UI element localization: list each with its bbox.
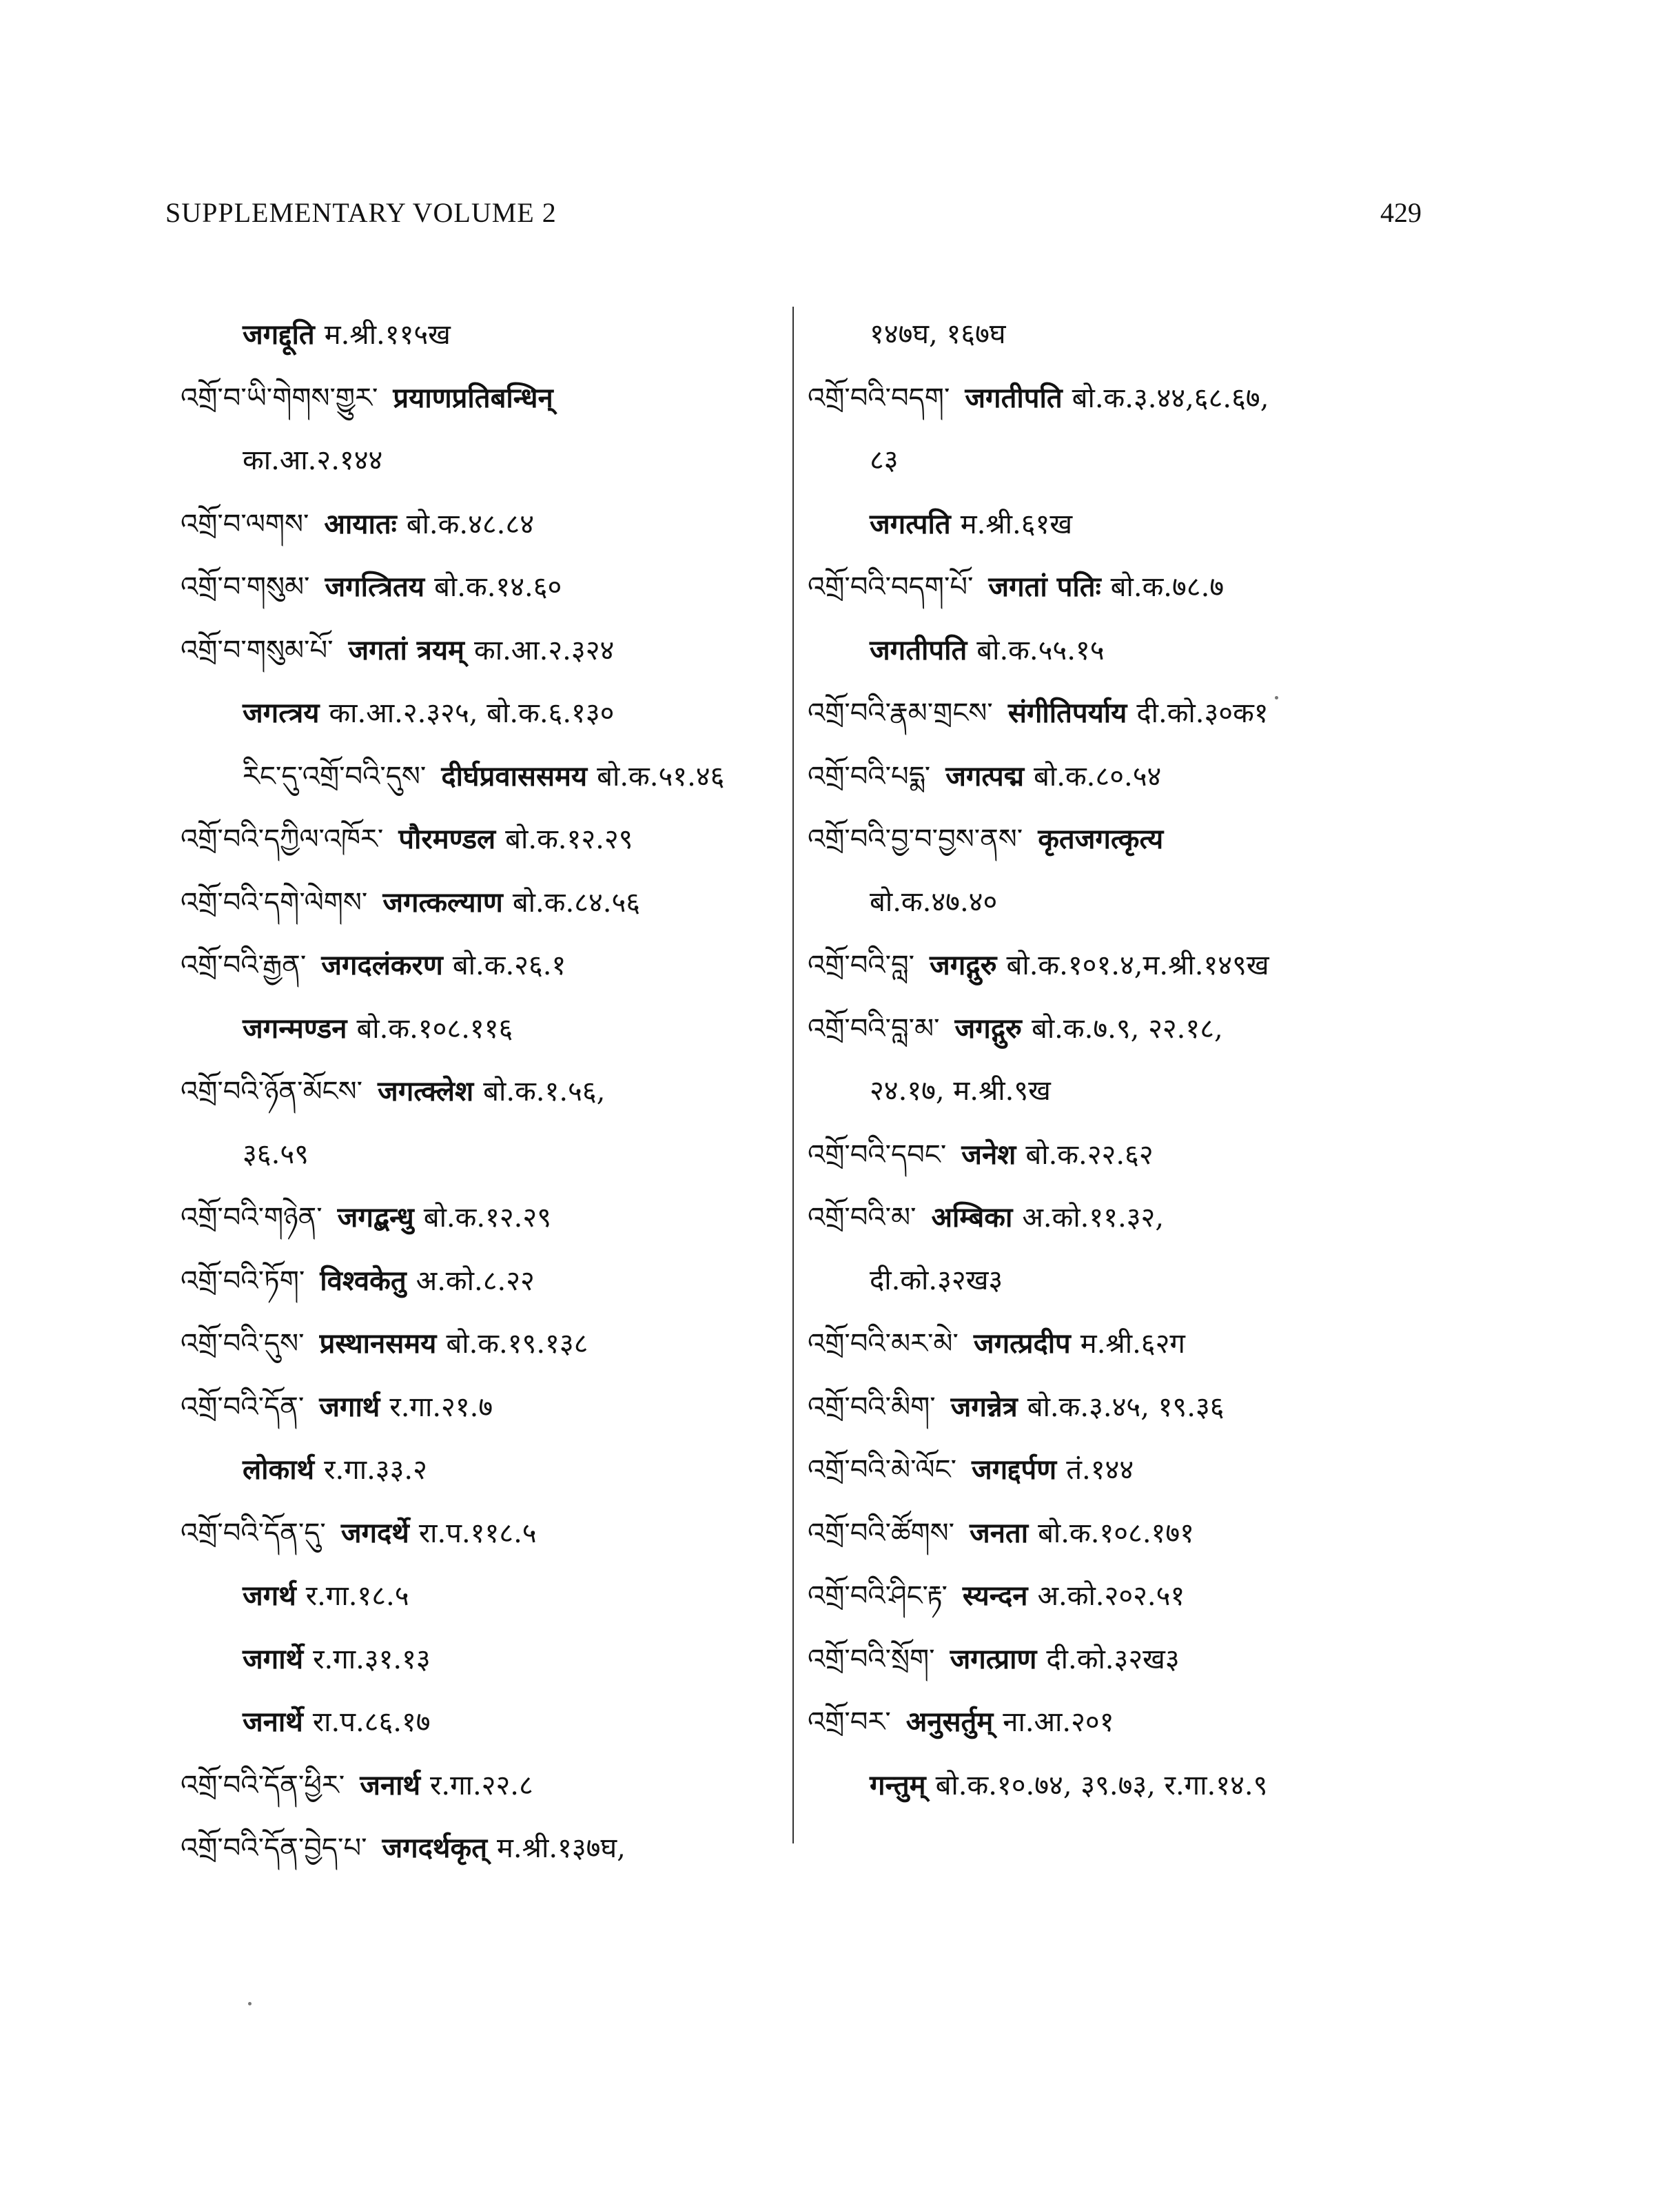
tibetan-headword: འགྲོ་བའི་གཉེན་	[181, 1202, 322, 1234]
sanskrit-equivalent: जनार्थ	[360, 1768, 421, 1801]
source-reference: र.गा.३१.१३	[313, 1643, 431, 1675]
source-reference: ३६.५९	[243, 1138, 309, 1170]
source-reference: बो.क.१०१.४,म.श्री.१४९ख	[1006, 950, 1269, 981]
source-reference: बो.क.५५.१५	[976, 634, 1105, 666]
dictionary-entry-line	[181, 1690, 801, 1754]
sanskrit-equivalent: जगद्गुरु	[930, 949, 997, 981]
source-reference: बो.क.३.४४,६८.६७,	[1072, 382, 1269, 414]
sanskrit-equivalent: जगार्थे	[243, 1642, 304, 1675]
sanskrit-equivalent: अम्बिका	[931, 1201, 1013, 1234]
sanskrit-equivalent: आयातः	[324, 507, 397, 540]
tibetan-headword: འགྲོ་བའི་མིག་	[808, 1391, 936, 1423]
source-reference: म.श्री.६१ख	[960, 508, 1073, 540]
source-reference: दी.को.३०क१	[1136, 697, 1269, 729]
dictionary-entry-line	[808, 1690, 1428, 1754]
dictionary-entry-line	[808, 871, 1428, 934]
dictionary-entry-line	[808, 1186, 1428, 1249]
sanskrit-equivalent: जनार्थे	[243, 1706, 303, 1738]
tibetan-headword: འགྲོ་བར་	[808, 1706, 891, 1738]
running-head: SUPPLEMENTARY VOLUME 2	[165, 197, 557, 228]
source-reference: बो.क.२६.१	[452, 950, 566, 981]
tibetan-headword: འགྲོ་བའི་བླ་	[808, 950, 915, 981]
dictionary-entry-line	[808, 1628, 1428, 1691]
sanskrit-equivalent: प्रस्थानसमय	[319, 1327, 437, 1360]
dictionary-entry-line	[181, 1754, 801, 1817]
tibetan-headword: འགྲོ་བའི་རྣམ་གྲངས་	[808, 697, 993, 729]
sanskrit-equivalent: जगन्मण्डन	[243, 1012, 347, 1045]
dictionary-entry-line	[808, 997, 1428, 1061]
source-reference: बो.क.१२.२९	[505, 824, 633, 855]
dictionary-entry-line	[181, 1376, 801, 1439]
tibetan-headword: འགྲོ་བའི་བདག་	[808, 382, 950, 414]
source-reference: बो.क.४७.४०	[870, 886, 998, 918]
tibetan-headword: འགྲོ་བའི་མེ་ལོང་	[808, 1454, 956, 1486]
dictionary-entry-line	[808, 682, 1428, 745]
source-reference: बो.क.१०८.१७१	[1038, 1517, 1194, 1549]
tibetan-headword: འགྲོ་བའི་དོན་བྱེད་པ་	[181, 1832, 367, 1864]
source-reference: बो.क.१.५६,	[483, 1076, 606, 1107]
tibetan-headword: འགྲོ་བའི་བདག་པོ་	[808, 571, 974, 603]
tibetan-headword: འགྲོ་བའི་དུས་	[181, 1328, 305, 1360]
sanskrit-equivalent: जगद्दूति	[243, 318, 315, 351]
dictionary-entry-line	[808, 808, 1428, 871]
source-reference: र.गा.२१.७	[389, 1391, 493, 1423]
sanskrit-equivalent: दीर्घप्रवाससमय	[441, 759, 588, 793]
source-reference: का.आ.२.३२५, बो.क.६.१३०	[329, 697, 615, 729]
sanskrit-equivalent: जनता	[970, 1516, 1029, 1549]
sanskrit-equivalent: जगत्कल्याण	[382, 886, 503, 919]
tibetan-headword: འགྲོ་བ་ལགས་	[181, 508, 309, 540]
dictionary-entry-line	[808, 1376, 1428, 1439]
dictionary-entry-line	[181, 1186, 801, 1249]
sanskrit-equivalent: जगदर्थकृत्	[382, 1832, 488, 1864]
sanskrit-equivalent: जगत्प्राण	[950, 1642, 1037, 1675]
source-reference: म.श्री.१३७घ,	[497, 1832, 626, 1864]
source-reference: बो.क.७.९, २२.१८,	[1031, 1012, 1223, 1045]
sanskrit-equivalent: जगद्बन्धु	[337, 1201, 414, 1234]
dictionary-entry-line	[181, 934, 801, 997]
sanskrit-equivalent: जगत्त्रय	[243, 697, 320, 729]
dictionary-entry-line	[181, 493, 801, 556]
dictionary-entry-line	[181, 997, 801, 1061]
dictionary-entry-line	[181, 682, 801, 745]
dictionary-entry-line	[808, 1754, 1428, 1817]
dictionary-entry-line	[808, 555, 1428, 619]
left-column	[181, 303, 801, 1880]
dictionary-entry-line	[181, 871, 801, 934]
tibetan-headword: རིང་དུ་འགྲོ་བའི་དུས་	[243, 760, 427, 793]
source-reference: र.गा.३३.२	[324, 1454, 427, 1486]
dictionary-entry-line	[808, 934, 1428, 997]
dictionary-entry-line	[181, 1502, 801, 1565]
source-reference: बो.क.७८.७	[1110, 571, 1225, 603]
tibetan-headword: འགྲོ་བའི་པདྨ་	[808, 760, 931, 793]
source-reference: र.गा.२२.८	[430, 1769, 533, 1801]
sanskrit-equivalent: संगीतिपर्याय	[1007, 697, 1127, 729]
dictionary-entry-line	[808, 1123, 1428, 1187]
source-reference: अ.को.२०२.५१	[1037, 1580, 1185, 1612]
tibetan-headword: འགྲོ་བའི་རྒྱན་	[181, 950, 307, 981]
tibetan-headword: འགྲོ་བའི་དོན་	[181, 1391, 305, 1423]
sanskrit-equivalent: विश्वकेतु	[320, 1264, 407, 1297]
source-reference: बो.क.५१.४६	[597, 760, 725, 793]
sanskrit-equivalent: जगत्पद्म	[945, 759, 1025, 793]
scan-speck	[1275, 696, 1278, 699]
source-reference: दी.को.३२ख३	[870, 1264, 1003, 1296]
tibetan-headword: འགྲོ་བ་ཡི་གེགས་གྱུར་	[181, 382, 378, 414]
source-reference: बो.क.१९.१३८	[446, 1328, 588, 1360]
sanskrit-equivalent: जगतीपति	[870, 633, 967, 666]
dictionary-entry-line	[181, 1123, 801, 1187]
tibetan-headword: འགྲོ་བའི་དགེ་ལེགས་	[181, 886, 368, 919]
sanskrit-equivalent: कृतजगत्कृत्य	[1038, 823, 1164, 855]
sanskrit-equivalent: जगतीपति	[965, 381, 1063, 414]
source-reference: रा.प.८६.१७	[312, 1706, 431, 1738]
sanskrit-equivalent: जगतां त्रयम्	[348, 633, 464, 666]
source-reference: बो.क.१२.२९	[423, 1202, 551, 1234]
source-reference: रा.प.११८.५	[418, 1517, 537, 1549]
dictionary-entry-line	[181, 303, 801, 367]
sanskrit-equivalent: गन्तुम्	[870, 1768, 926, 1801]
sanskrit-equivalent: जगत्प्रदीप	[973, 1327, 1071, 1360]
sanskrit-equivalent: अनुसर्तुम्	[905, 1706, 994, 1738]
dictionary-entry-line	[808, 1564, 1428, 1628]
dictionary-entry-line	[808, 429, 1428, 493]
tibetan-headword: འགྲོ་བའི་མར་མེ་	[808, 1328, 959, 1360]
scan-speck	[248, 2002, 252, 2005]
dictionary-entry-line	[808, 1502, 1428, 1565]
dictionary-entry-line	[181, 1564, 801, 1628]
source-reference: बो.क.८४.५६	[512, 886, 641, 919]
tibetan-headword: འགྲོ་བའི་ཤིང་རྟ་	[808, 1580, 947, 1612]
dictionary-entry-line	[181, 555, 801, 619]
sanskrit-equivalent: जगत्त्रितय	[325, 571, 425, 603]
tibetan-headword: འགྲོ་བའི་དོན་དུ་	[181, 1517, 326, 1549]
tibetan-headword: འགྲོ་བའི་དཀྱིལ་འཁོར་	[181, 824, 384, 855]
page-header	[0, 196, 1680, 238]
dictionary-entry-line	[181, 1249, 801, 1313]
source-reference: का.आ.२.३२४	[473, 634, 615, 666]
page-number: 429	[1380, 197, 1422, 228]
dictionary-entry-line	[808, 303, 1428, 367]
tibetan-headword: འགྲོ་བའི་དབང་	[808, 1138, 947, 1171]
sanskrit-equivalent: स्यन्दन	[962, 1580, 1028, 1612]
tibetan-headword: འགྲོ་བའི་དོན་ཕྱིར་	[181, 1769, 345, 1801]
sanskrit-equivalent: जगतां पतिः	[988, 571, 1101, 603]
source-reference: ना.आ.२०१	[1003, 1706, 1114, 1738]
sanskrit-equivalent: जनेश	[961, 1138, 1016, 1171]
tibetan-headword: འགྲོ་བའི་མ་	[808, 1202, 916, 1234]
source-reference: तं.१४४	[1066, 1454, 1134, 1486]
source-reference: १४७घ, १६७घ	[870, 318, 1006, 350]
source-reference: बो.क.८०.५४	[1034, 760, 1162, 793]
tibetan-headword: འགྲོ་བའི་ཚོགས་	[808, 1517, 955, 1549]
source-reference: अ.को.८.२२	[416, 1265, 535, 1297]
sanskrit-equivalent: पौरमण्डल	[398, 823, 496, 855]
dictionary-entry-line	[181, 619, 801, 682]
dictionary-entry-line	[181, 367, 801, 430]
source-reference: म.श्री.११५ख	[324, 319, 451, 351]
sanskrit-equivalent: जगदर्थे	[340, 1516, 409, 1549]
source-reference: बो.क.४८.८४	[406, 508, 534, 540]
sanskrit-equivalent: लोकार्थ	[243, 1453, 315, 1486]
source-reference: बो.क.२२.६२	[1025, 1138, 1154, 1171]
tibetan-headword: འགྲོ་བའི་བླ་མ་	[808, 1012, 940, 1045]
source-reference: बो.क.१४.६०	[434, 571, 562, 603]
dictionary-entry-line	[808, 367, 1428, 430]
right-column	[808, 303, 1428, 1817]
sanskrit-equivalent: जगार्थ	[319, 1390, 380, 1423]
source-reference: दी.को.३२ख३	[1046, 1643, 1180, 1675]
dictionary-entry-line	[808, 1060, 1428, 1123]
sanskrit-equivalent: जगत्पति	[870, 507, 951, 540]
sanskrit-equivalent: जगद्गुरु	[954, 1012, 1022, 1045]
tibetan-headword: འགྲོ་བ་གསུམ་	[181, 571, 310, 603]
dictionary-entry-line	[808, 619, 1428, 682]
sanskrit-equivalent: जगत्क्लेश	[378, 1075, 474, 1107]
dictionary-entry-line	[181, 1817, 801, 1880]
dictionary-entry-line	[808, 1249, 1428, 1313]
tibetan-headword: འགྲོ་བའི་ཏོག་	[181, 1265, 305, 1297]
source-reference: बो.क.१०.७४, ३९.७३, र.गा.१४.९	[935, 1769, 1268, 1801]
dictionary-entry-line	[808, 745, 1428, 808]
dictionary-entry-line	[181, 1060, 801, 1123]
dictionary-entry-line	[808, 1312, 1428, 1376]
sanskrit-equivalent: जगन्नेत्र	[950, 1390, 1018, 1423]
dictionary-entry-line	[181, 1438, 801, 1502]
tibetan-headword: འགྲོ་བ་གསུམ་པོ་	[181, 634, 334, 666]
dictionary-entry-line	[181, 1628, 801, 1691]
tibetan-headword: འགྲོ་བའི་ཉོན་མོངས་	[181, 1076, 363, 1107]
source-reference: का.आ.२.१४४	[243, 444, 383, 476]
column-divider	[792, 307, 794, 1843]
source-reference: ८३	[870, 444, 899, 476]
dictionary-entry-line	[181, 808, 801, 871]
dictionary-entry-line	[808, 1438, 1428, 1502]
sanskrit-equivalent: जगर्थ	[243, 1580, 296, 1612]
dictionary-entry-line	[808, 493, 1428, 556]
dictionary-entry-line	[181, 1312, 801, 1376]
source-reference: बो.क.१०८.११६	[356, 1012, 513, 1045]
sanskrit-equivalent: जगद्दर्पण	[972, 1453, 1057, 1486]
source-reference: म.श्री.६२ग	[1080, 1328, 1185, 1360]
tibetan-headword: འགྲོ་བའི་སྲོག་	[808, 1643, 935, 1675]
sanskrit-equivalent: प्रयाणप्रतिबन्धिन्	[393, 381, 553, 414]
source-reference: २४.१७, म.श्री.९ख	[870, 1075, 1051, 1107]
source-reference: अ.को.११.३२,	[1022, 1202, 1165, 1234]
dictionary-entry-line	[181, 745, 801, 808]
source-reference: बो.क.३.४५, १९.३६	[1027, 1391, 1225, 1423]
dictionary-entry-line	[181, 429, 801, 493]
source-reference: र.गा.१८.५	[305, 1580, 409, 1612]
tibetan-headword: འགྲོ་བའི་བྱ་བ་བྱས་ནས་	[808, 824, 1023, 855]
sanskrit-equivalent: जगदलंकरण	[321, 949, 443, 981]
